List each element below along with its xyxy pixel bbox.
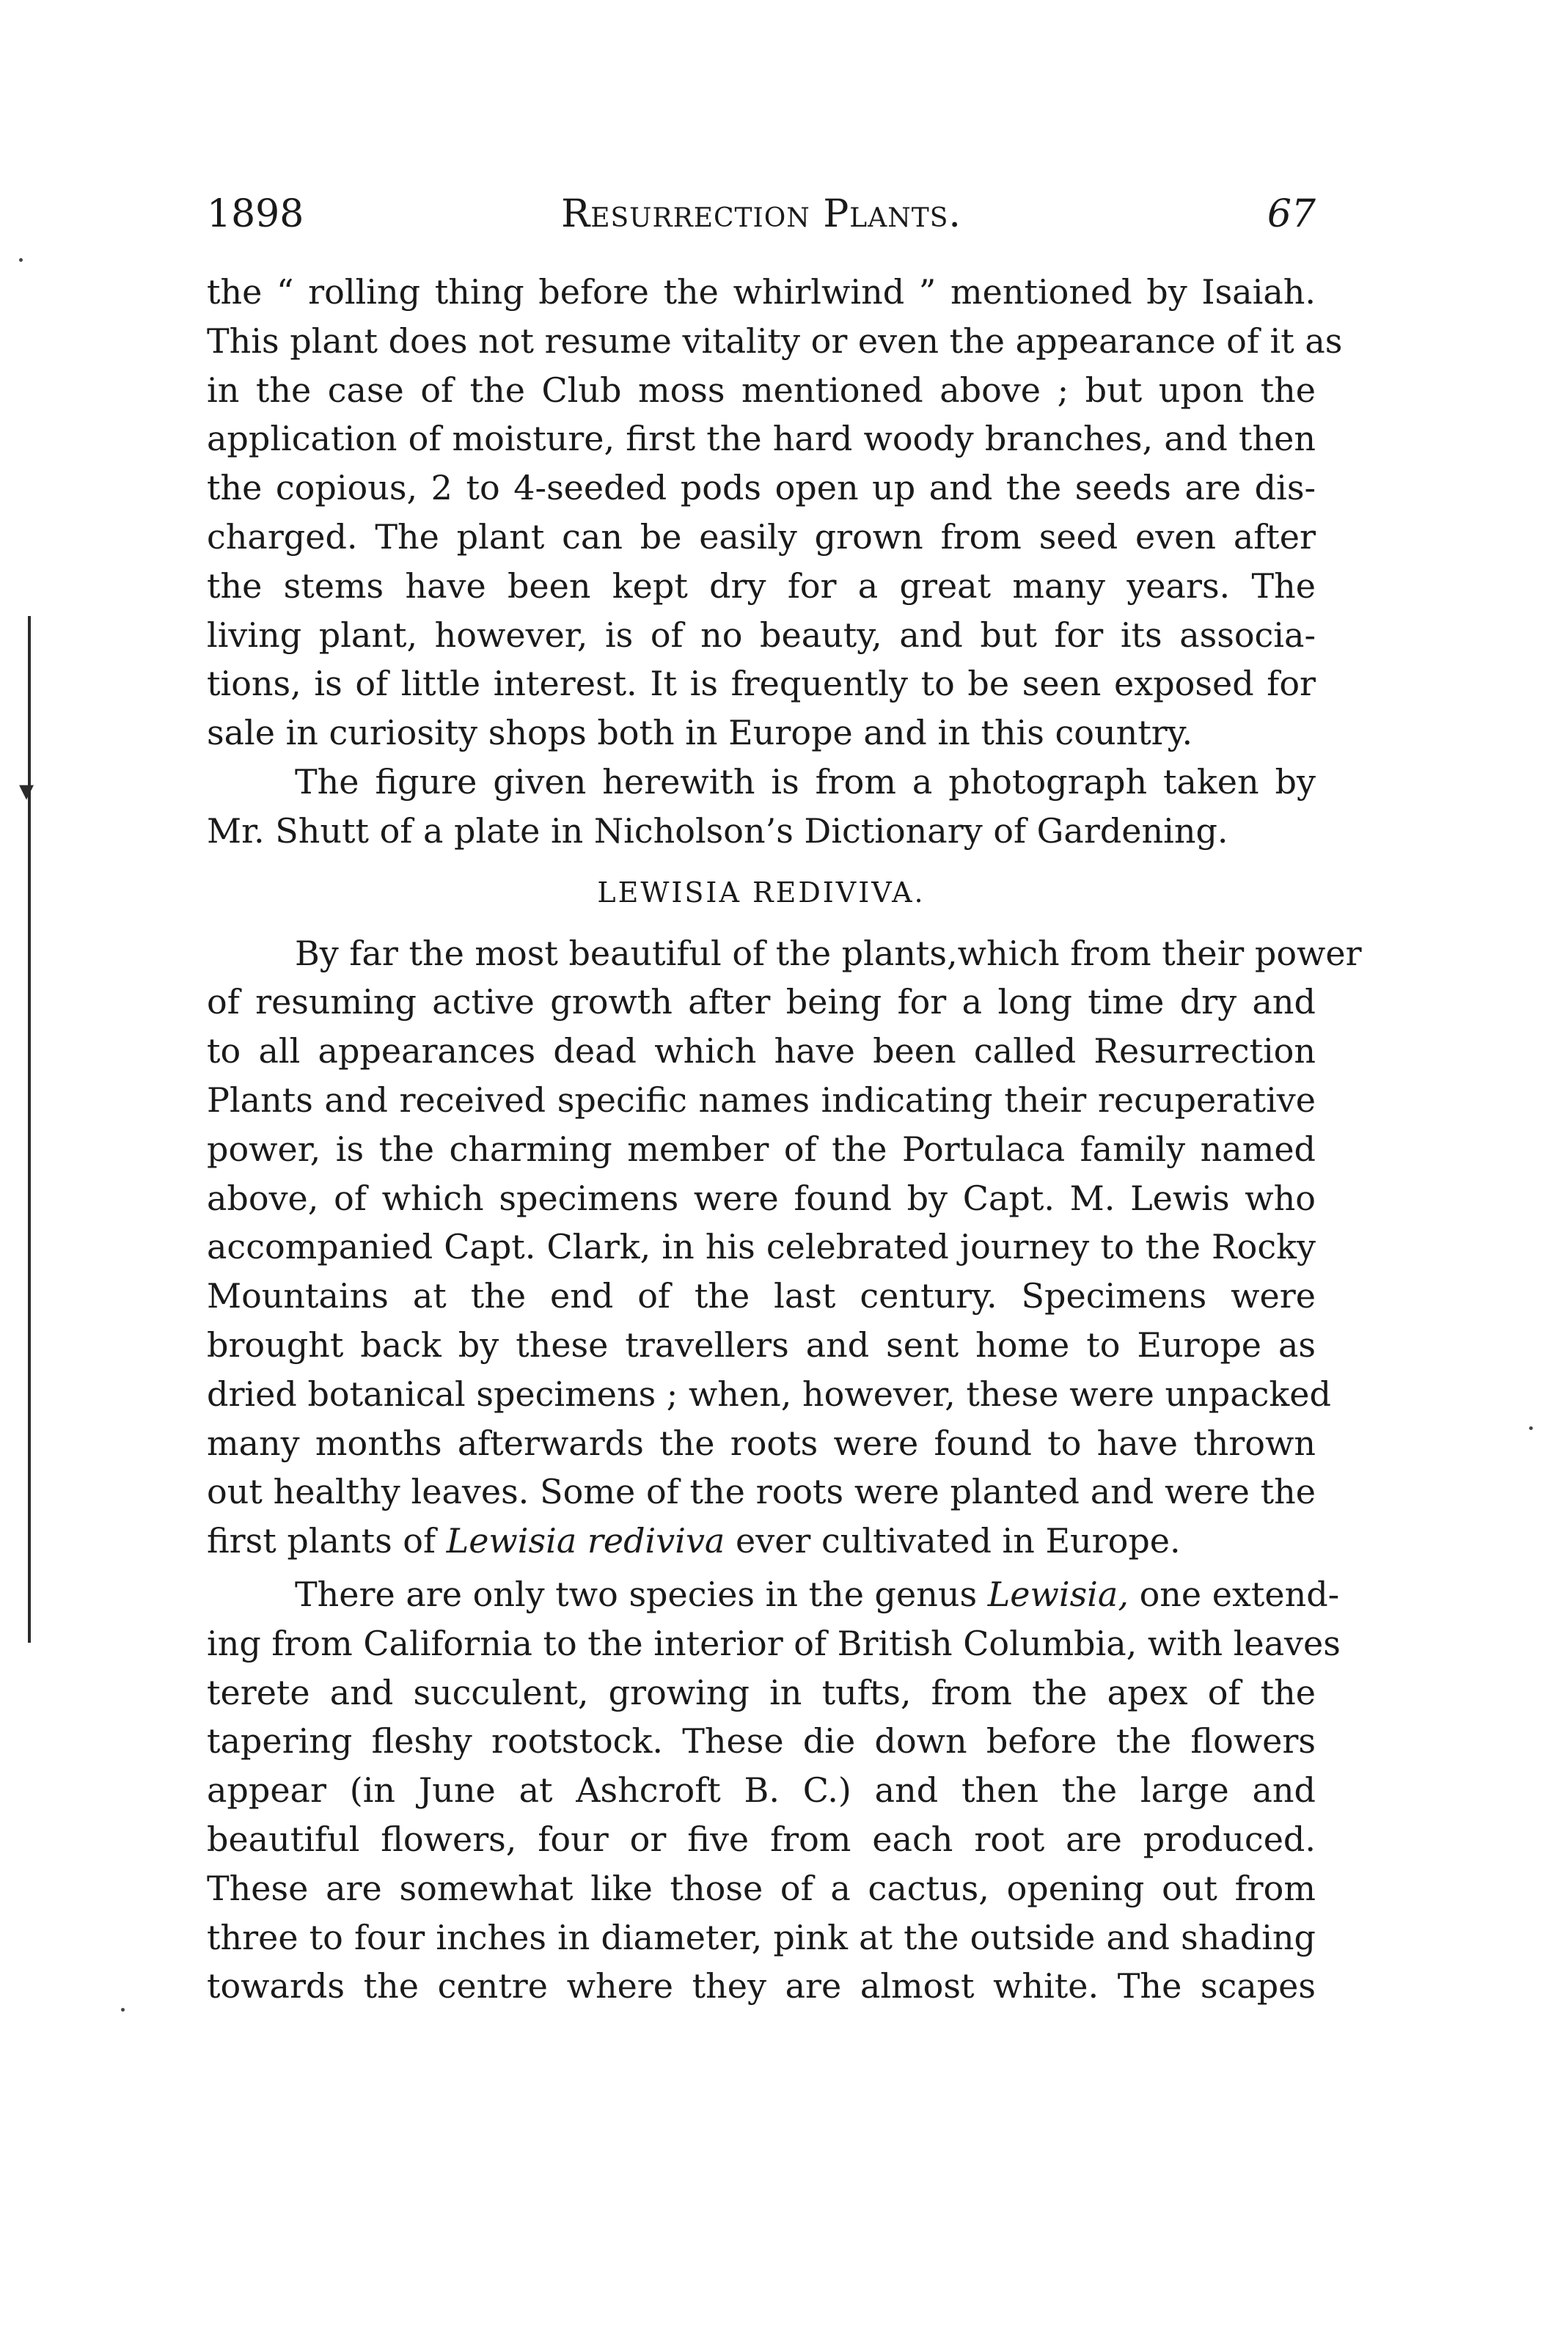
section-heading: LEWISIA REDIVIVA. [597,876,926,909]
text-line: ing from California to the interior of British Columbia, with leaves [207,1623,1341,1663]
text-line: Mountains at the end of the last century. Specimens were [207,1276,1316,1316]
text-line: Mr. Shutt of a plate in Nicholson’s Dictionary of Gardening. [207,810,1228,851]
running-head-title: Resurrection Plants. [561,192,961,236]
text-line: brought back by these travellers and sent home to Europe as [207,1324,1316,1365]
text-line: the copious, 2 to 4-seeded pods open up and the seeds are dis- [207,468,1316,508]
margin-binding-line [28,616,31,1643]
paragraph-3 [207,929,1362,1566]
scan-speck [1529,1426,1533,1430]
page-number: 67 [1267,192,1316,236]
text-line: This plant does not resume vitality or even the appearance of it as [207,320,1343,361]
text-line: dried botanical specimens ; when, however, these were unpacked [207,1374,1331,1414]
running-head-year: 1898 [207,192,304,236]
body-text [207,268,1362,2011]
text-line: application of moisture, first the hard woody branches, and then [207,419,1316,459]
text-line: appear (in June at Ashcroft B. C.) and then the large and [207,1770,1316,1811]
text-line: the “ rolling thing before the whirlwind ” mentioned by Isaiah. [207,272,1316,312]
text-line [207,1570,1340,1619]
text-line: The figure given herewith is from a photograph taken by [295,761,1316,802]
text-line: the stems have been kept dry for a great many years. The [207,565,1316,606]
text-line: tapering fleshy rootstock. These die down before the flowers [207,1721,1316,1762]
paragraph-2 [207,758,1316,856]
species-name: Lewisia rediviva [446,1521,725,1561]
text-line: in the case of the Club moss mentioned above ; but upon the [207,370,1316,410]
paragraph-4 [207,1570,1341,2011]
text-line: many months afterwards the roots were found to have thrown [207,1423,1316,1463]
text-line: living plant, however, is of no beauty, and but for its associa- [207,615,1316,655]
text-line: above, of which specimens were found by Capt. M. Lewis who [207,1178,1316,1218]
text-line: By far the most beautiful of the plants,which from their power [295,933,1362,973]
text-line: terete and succulent, growing in tufts, from the apex of the [207,1672,1316,1712]
text-run: There are only two species in the genus [295,1574,988,1614]
running-head [207,192,1316,251]
text-line: charged. The plant can be easily grown from seed even after [207,516,1316,557]
genus-name: Lewisia, [987,1574,1129,1614]
text-line: These are somewhat like those of a cactus, opening out from [207,1868,1316,1908]
text-line: tions, is of little interest. It is frequently to be seen exposed for [207,664,1316,704]
text-line: three to four inches in diameter, pink at the outside and shading [207,1917,1316,1957]
text-run: ever cultivated in Europe. [725,1521,1181,1561]
text-line: towards the centre where they are almost white. The scapes [207,1966,1316,2006]
text-line: to all appearances dead which have been called Resurrection [207,1031,1316,1071]
text-run: one extend- [1128,1574,1340,1614]
text-line: of resuming active growth after being for a long time dry and [207,982,1316,1022]
text-line: Plants and received specific names indicating their recuperative [207,1079,1316,1120]
text-line: out healthy leaves. Some of the roots were planted and were the [207,1472,1316,1512]
text-line: beautiful flowers, four or five from each root are produced. [207,1819,1316,1859]
paragraph-1 [207,268,1343,758]
text-line: sale in curiosity shops both in Europe and in this country. [207,713,1193,753]
scan-speck [19,258,23,262]
text-run: first plants of [207,1521,447,1561]
scan-speck [121,2008,125,2012]
margin-mark: ▾ [19,774,34,807]
text-line: power, is the charming member of the Portulaca family named [207,1129,1316,1169]
text-line [207,1517,1316,1566]
text-line: accompanied Capt. Clark, in his celebrated journey to the Rocky [207,1227,1316,1267]
